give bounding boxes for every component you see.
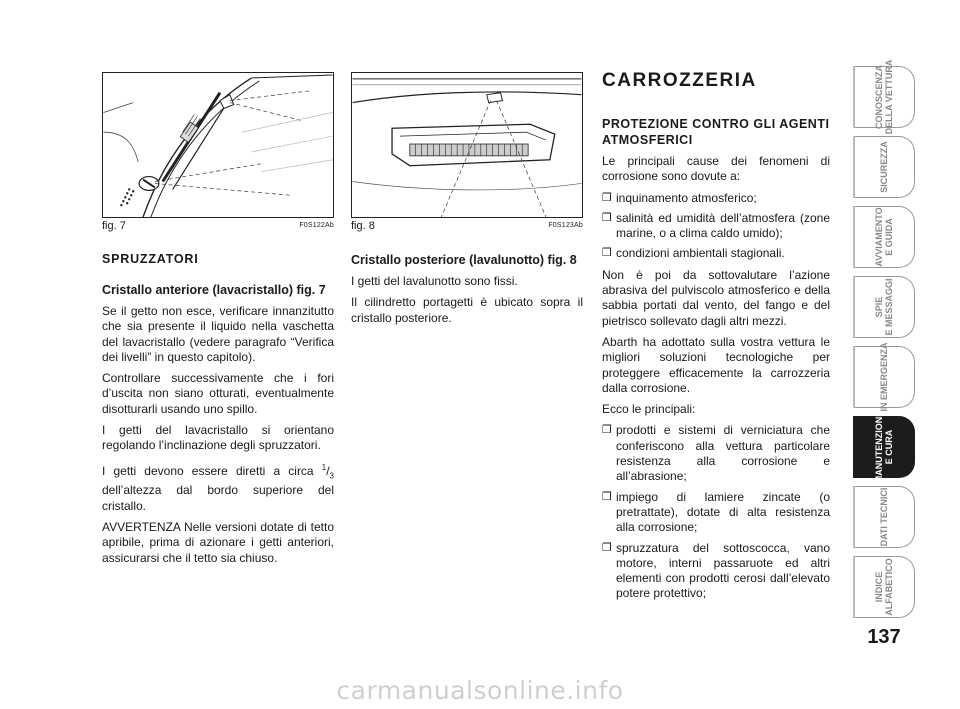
tab-label-line1: AVVIAMENTO: [873, 207, 884, 267]
rear-washer-section: [351, 252, 583, 332]
figure-8-rear-washer: [351, 72, 583, 218]
body-protection-section: [602, 116, 830, 608]
fraction-prefix: I getti devono essere diretti a circa: [102, 463, 322, 478]
list-item: ❒ salinità ed umidità dell’atmosfera (zone marine, o a clima caldo umido);: [602, 211, 830, 242]
tab-indice-alfabetico[interactable]: [853, 556, 915, 618]
tab-conoscenza-della-vettura[interactable]: [853, 59, 915, 135]
fraction-suffix: dell’altezza dal bordo superiore del cristallo.: [102, 483, 334, 513]
list-item: ❒ impiego di lamiere zincate (o pretrattate), dotate di alta resistenza alla corrosione;: [602, 490, 830, 536]
tab-label-line1: SICUREZZA: [878, 141, 889, 193]
figure-7-code: F0S122Ab: [299, 222, 334, 229]
tab-label-line1: DATI TECNICI: [878, 487, 889, 547]
tab-label-line1: IN EMERGENZA: [878, 342, 889, 412]
tab-label-line2: E GUIDA: [883, 218, 894, 256]
paragraph: Controllare successivamente che i fori d’uscita non siano otturati, eventualmente disotturarli usando uno spillo.: [102, 371, 334, 416]
tab-spie-e-messaggi[interactable]: [853, 276, 915, 338]
tab-label-line1: MANUTENZIONE: [873, 410, 884, 484]
tab-sicurezza[interactable]: [853, 136, 915, 198]
paragraph: Il cilindretto portagetti è ubicato sopra il cristallo posteriore.: [351, 295, 583, 325]
tab-label-line1: INDICE: [873, 571, 884, 603]
tab-manutenzione-e-cura[interactable]: [853, 410, 915, 484]
figure-7-caption: [102, 220, 334, 234]
fraction-denominator: 3: [329, 471, 334, 481]
tab-label-line1: SPIE: [873, 296, 884, 318]
figure-8-code: F0S123Ab: [548, 222, 583, 229]
list-item: ❒ inquinamento atmosferico;: [602, 191, 830, 206]
tab-dati-tecnici[interactable]: [853, 486, 915, 548]
tab-label-line2: DELLA VETTURA: [883, 59, 894, 135]
paragraph: Se il getto non esce, verificare innanzitutto che sia presente il liquido nella vaschetta del lavacristallo (vedere paragrafo “Verifica dei livelli” in questo capitolo).: [102, 304, 334, 364]
figure-7-label: fig. 7: [102, 220, 126, 232]
paragraph: I getti del lavacristallo si orientano regolando l’inclinazione degli spruzzatori.: [102, 423, 334, 453]
subheading-front-windscreen: Cristallo anteriore (lavacristallo) fig. 7: [102, 283, 326, 297]
protection-solutions-list: [602, 423, 830, 601]
tab-label-line2: E CURA: [883, 429, 894, 465]
tab-avviamento-e-guida[interactable]: [853, 206, 915, 268]
watermark: carmanualsonline.info: [336, 676, 624, 705]
paragraph-jet-direction: I getti devono essere diretti a circa $^1/_3$ dell’altezza dal bordo superiore del cristallo.: [102, 462, 334, 513]
list-item: ❒ spruzzatura del sottoscocca, vano motore, interni passaruote ed altri elementi con prodotti cerosi dall’elevato potere protettivo;: [602, 541, 830, 602]
figure-8-caption: [351, 220, 583, 234]
figure-7-windscreen-washer: [102, 72, 334, 218]
figure-8-label: fig. 8: [351, 220, 375, 232]
chapter-title: CARROZZERIA: [602, 70, 757, 91]
intro-paragraph: Le principali cause dei fenomeni di corrosione sono dovute a:: [602, 154, 830, 184]
list-item: ❒ condizioni ambientali stagionali.: [602, 246, 830, 261]
paragraph: I getti del lavalunotto sono fissi.: [351, 274, 518, 288]
washers-section: [102, 252, 334, 572]
tab-label-line1: CONOSCENZA: [873, 64, 884, 130]
tab-label-line2: ALFABETICO: [883, 558, 894, 616]
paragraph: Abarth ha adottato sulla vostra vettura le migliori soluzioni tecnologiche per proteggere efficacemente la carrozzeria dalla corrosione.: [602, 334, 830, 395]
windscreen-washer-illustration: [103, 73, 333, 217]
subheading-rear-window: Cristallo posteriore (lavalunotto) fig. 8: [351, 253, 577, 267]
section-heading-spruzzatori: SPRUZZATORI: [102, 252, 199, 266]
corrosion-causes-list: [602, 191, 830, 262]
fraction-numerator: 1: [321, 462, 327, 472]
tab-label-line2: E MESSAGGI: [883, 278, 894, 336]
warning-paragraph: AVVERTENZA Nelle versioni dotate di tetto apribile, prima di azionare i getti anteriori, assicurarsi che il tetto sia chiuso.: [102, 519, 334, 565]
tab-in-emergenza[interactable]: [853, 342, 915, 412]
page-number: 137: [867, 626, 901, 648]
list-item: ❒ prodotti e sistemi di verniciatura che conferiscono alla vettura particolare resistenza alla corrosione e all’abrasione;: [602, 423, 830, 484]
rear-washer-illustration: [352, 73, 582, 217]
subheading-weather-protection: PROTEZIONE CONTRO GLI AGENTI ATMOSFERICI: [602, 117, 830, 147]
paragraph: Non è poi da sottovalutare l’azione abrasiva del pulviscolo atmosferico e della sabbia portati dal vento, del fango e del pietrisco sollevato dagli altri mezzi.: [602, 267, 830, 328]
paragraph: Ecco le principali:: [602, 402, 696, 417]
